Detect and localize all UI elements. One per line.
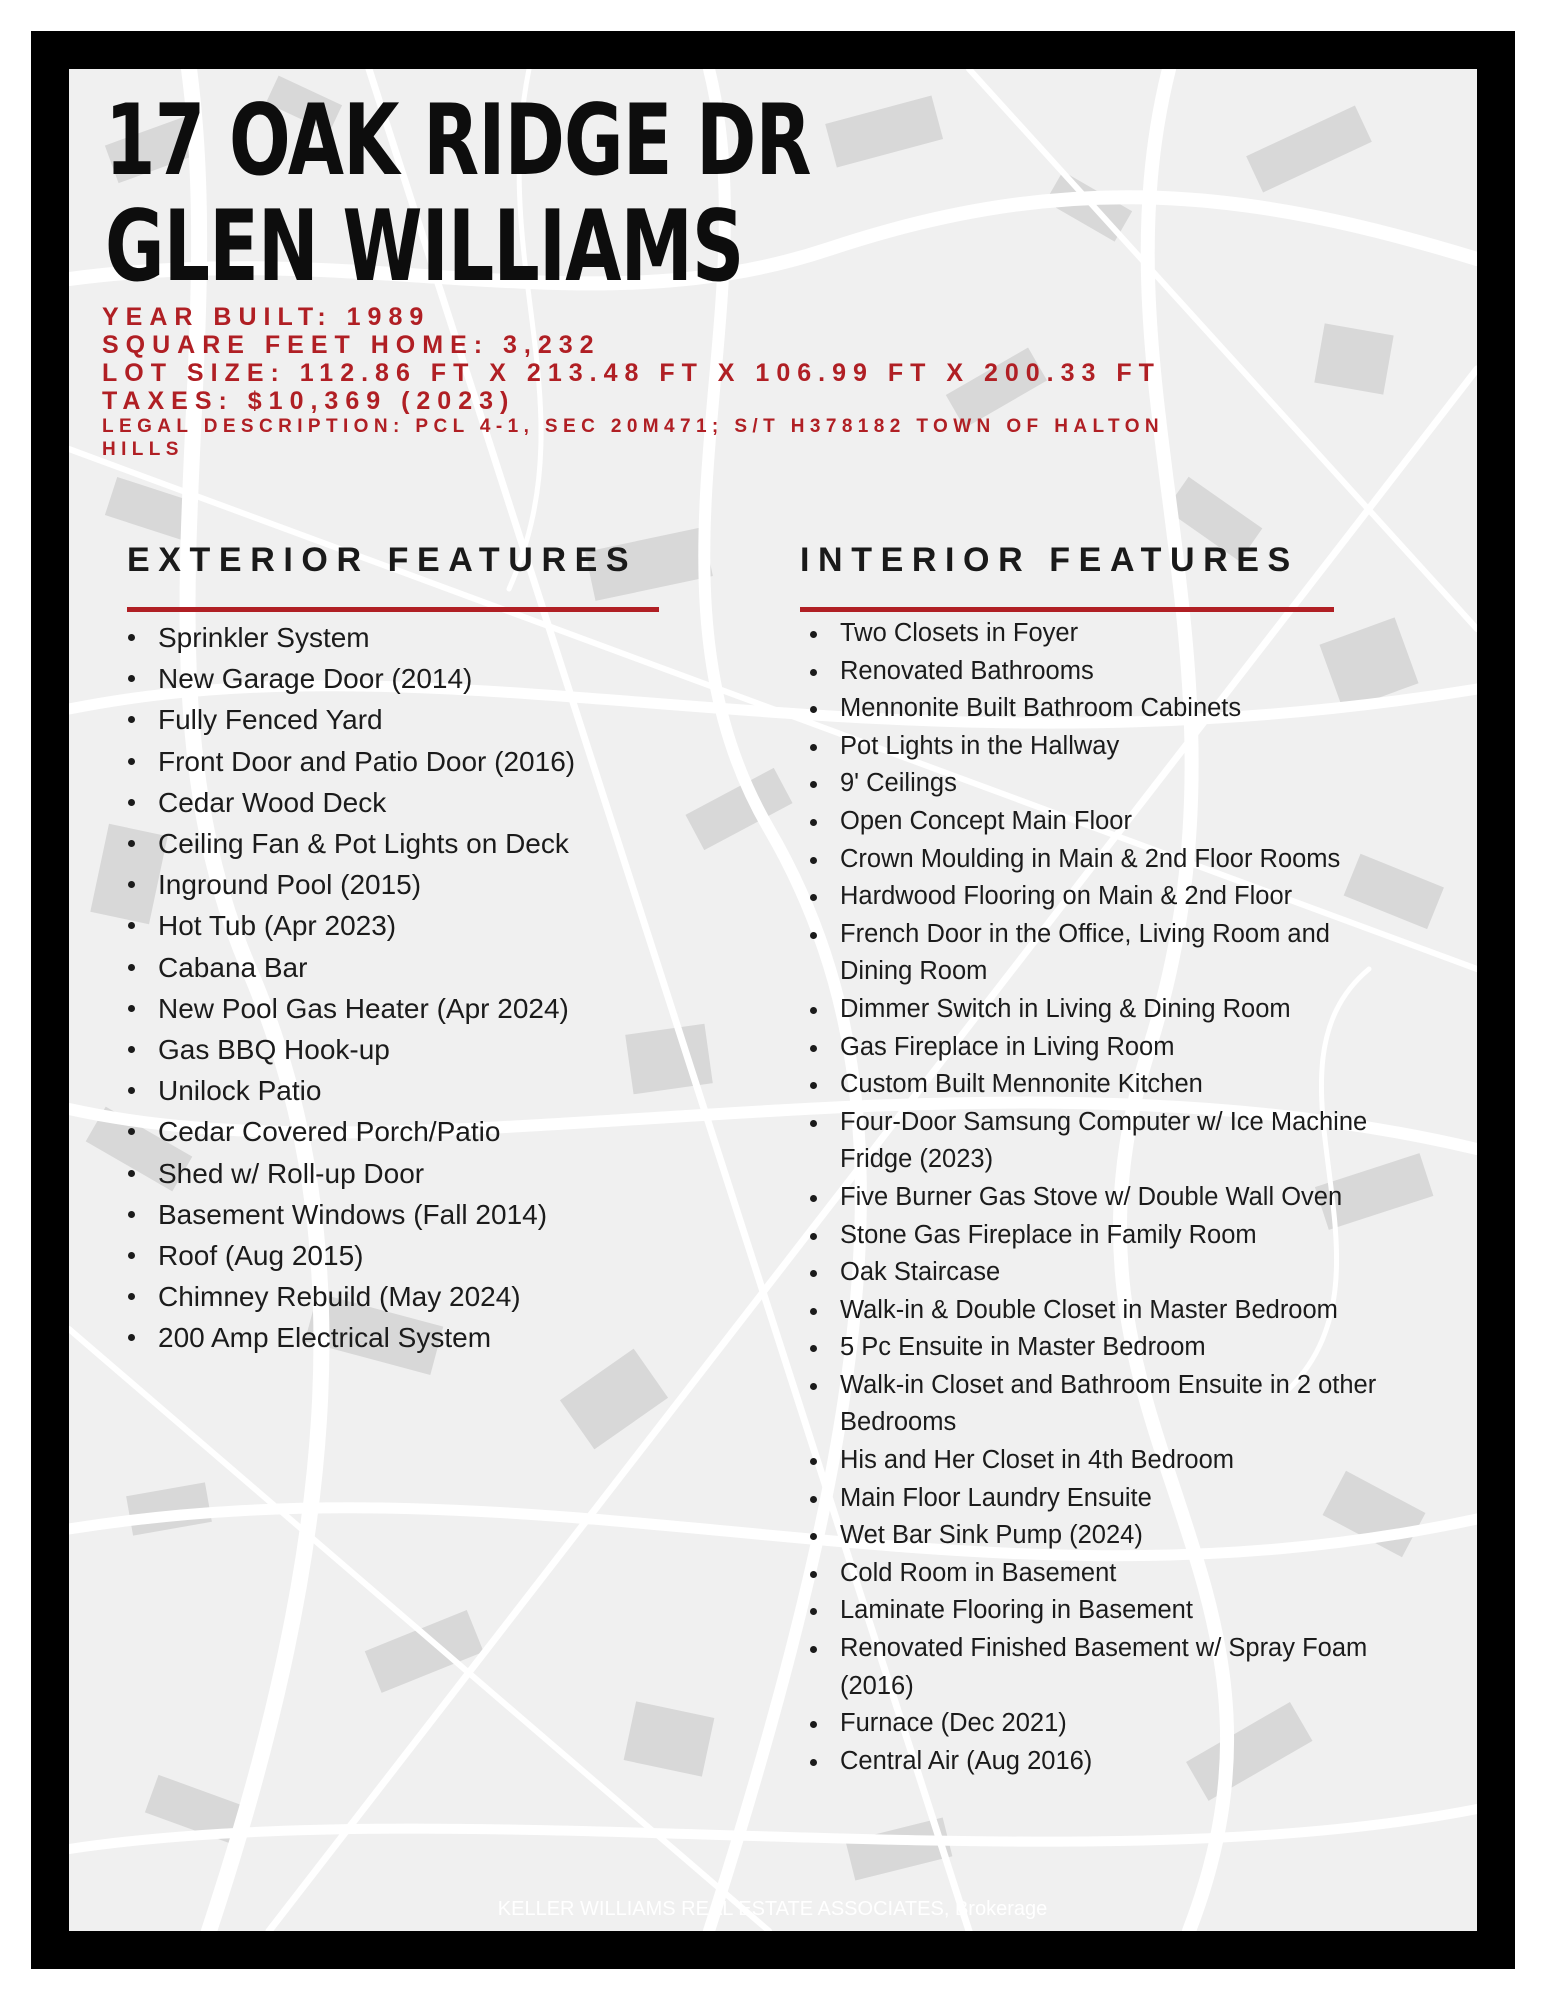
title-street: 17 OAK RIDGE DR (105, 84, 811, 198)
interior-feature-item: His and Her Closet in 4th Bedroom (806, 1442, 1406, 1480)
exterior-feature-item: New Pool Gas Heater (Apr 2024) (124, 988, 644, 1029)
interior-feature-item: Walk-in & Double Closet in Master Bedroom (806, 1292, 1406, 1330)
interior-feature-item: Four-Door Samsung Computer w/ Ice Machine Fridge (2023) (806, 1104, 1406, 1179)
exterior-feature-item: Gas BBQ Hook-up (124, 1029, 644, 1070)
interior-feature-item: Open Concept Main Floor (806, 803, 1406, 841)
interior-feature-item: Oak Staircase (806, 1254, 1406, 1292)
property-facts (102, 303, 1362, 461)
interior-feature-item: Main Floor Laundry Ensuite (806, 1480, 1406, 1518)
exterior-feature-item: Cabana Bar (124, 947, 644, 988)
interior-feature-item: Five Burner Gas Stove w/ Double Wall Oven (806, 1179, 1406, 1217)
interior-feature-item: French Door in the Office, Living Room and Dining Room (806, 916, 1406, 991)
exterior-feature-item: Inground Pool (2015) (124, 864, 644, 905)
exterior-features-heading: EXTERIOR FEATURES (127, 541, 638, 579)
exterior-feature-item: Fully Fenced Yard (124, 699, 644, 740)
exterior-feature-item: New Garage Door (2014) (124, 658, 644, 699)
interior-feature-item: Pot Lights in the Hallway (806, 728, 1406, 766)
property-address-title (105, 84, 811, 304)
interior-feature-item: Wet Bar Sink Pump (2024) (806, 1517, 1406, 1555)
exterior-feature-item: Front Door and Patio Door (2016) (124, 741, 644, 782)
interior-feature-item: Gas Fireplace in Living Room (806, 1029, 1406, 1067)
interior-feature-item: Crown Moulding in Main & 2nd Floor Rooms (806, 841, 1406, 879)
interior-feature-item: Laminate Flooring in Basement (806, 1592, 1406, 1630)
interior-heading-rule (800, 607, 1334, 612)
lot-size: LOT SIZE: 112.86 FT X 213.48 FT X 106.99 FT X 200.33 FT (102, 359, 1161, 387)
interior-feature-item: 5 Pc Ensuite in Master Bedroom (806, 1329, 1406, 1367)
interior-feature-item: Walk-in Closet and Bathroom Ensuite in 2 other Bedrooms (806, 1367, 1406, 1442)
interior-feature-item: Hardwood Flooring on Main & 2nd Floor (806, 878, 1406, 916)
interior-feature-item: Central Air (Aug 2016) (806, 1743, 1406, 1781)
exterior-feature-item: Unilock Patio (124, 1070, 644, 1111)
exterior-feature-item: Cedar Wood Deck (124, 782, 644, 823)
interior-feature-item: Cold Room in Basement (806, 1555, 1406, 1593)
interior-features-heading: INTERIOR FEATURES (800, 541, 1299, 579)
interior-feature-item: Stone Gas Fireplace in Family Room (806, 1217, 1406, 1255)
interior-feature-item: Renovated Bathrooms (806, 653, 1406, 691)
interior-feature-item: Furnace (Dec 2021) (806, 1705, 1406, 1743)
title-town: GLEN WILLIAMS (105, 190, 744, 304)
interior-feature-item: Dimmer Switch in Living & Dining Room (806, 991, 1406, 1029)
interior-features-list (806, 615, 1406, 1780)
exterior-feature-item: Sprinkler System (124, 617, 644, 658)
interior-feature-item: Mennonite Built Bathroom Cabinets (806, 690, 1406, 728)
exterior-feature-item: Hot Tub (Apr 2023) (124, 905, 644, 946)
exterior-feature-item: 200 Amp Electrical System (124, 1317, 644, 1358)
legal-description: LEGAL DESCRIPTION: PCL 4-1, SEC 20M471; S/T H378182 TOWN OF HALTON HILLS (102, 416, 1165, 460)
exterior-feature-item: Ceiling Fan & Pot Lights on Deck (124, 823, 644, 864)
interior-feature-item: 9' Ceilings (806, 765, 1406, 803)
square-feet: SQUARE FEET HOME: 3,232 (102, 331, 601, 359)
exterior-feature-item: Basement Windows (Fall 2014) (124, 1194, 644, 1235)
brokerage-footer: KELLER WILLIAMS REAL ESTATE ASSOCIATES, Brokerage (497, 1898, 1048, 1920)
interior-feature-item: Two Closets in Foyer (806, 615, 1406, 653)
taxes: TAXES: $10,369 (2023) (102, 387, 516, 415)
year-built: YEAR BUILT: 1989 (102, 303, 431, 331)
interior-feature-item: Custom Built Mennonite Kitchen (806, 1066, 1406, 1104)
interior-feature-item: Renovated Finished Basement w/ Spray Foam (2016) (806, 1630, 1406, 1705)
exterior-features-list (124, 617, 644, 1359)
exterior-feature-item: Chimney Rebuild (May 2024) (124, 1276, 644, 1317)
exterior-feature-item: Roof (Aug 2015) (124, 1235, 644, 1276)
exterior-feature-item: Shed w/ Roll-up Door (124, 1153, 644, 1194)
exterior-heading-rule (127, 607, 659, 612)
exterior-feature-item: Cedar Covered Porch/Patio (124, 1111, 644, 1152)
